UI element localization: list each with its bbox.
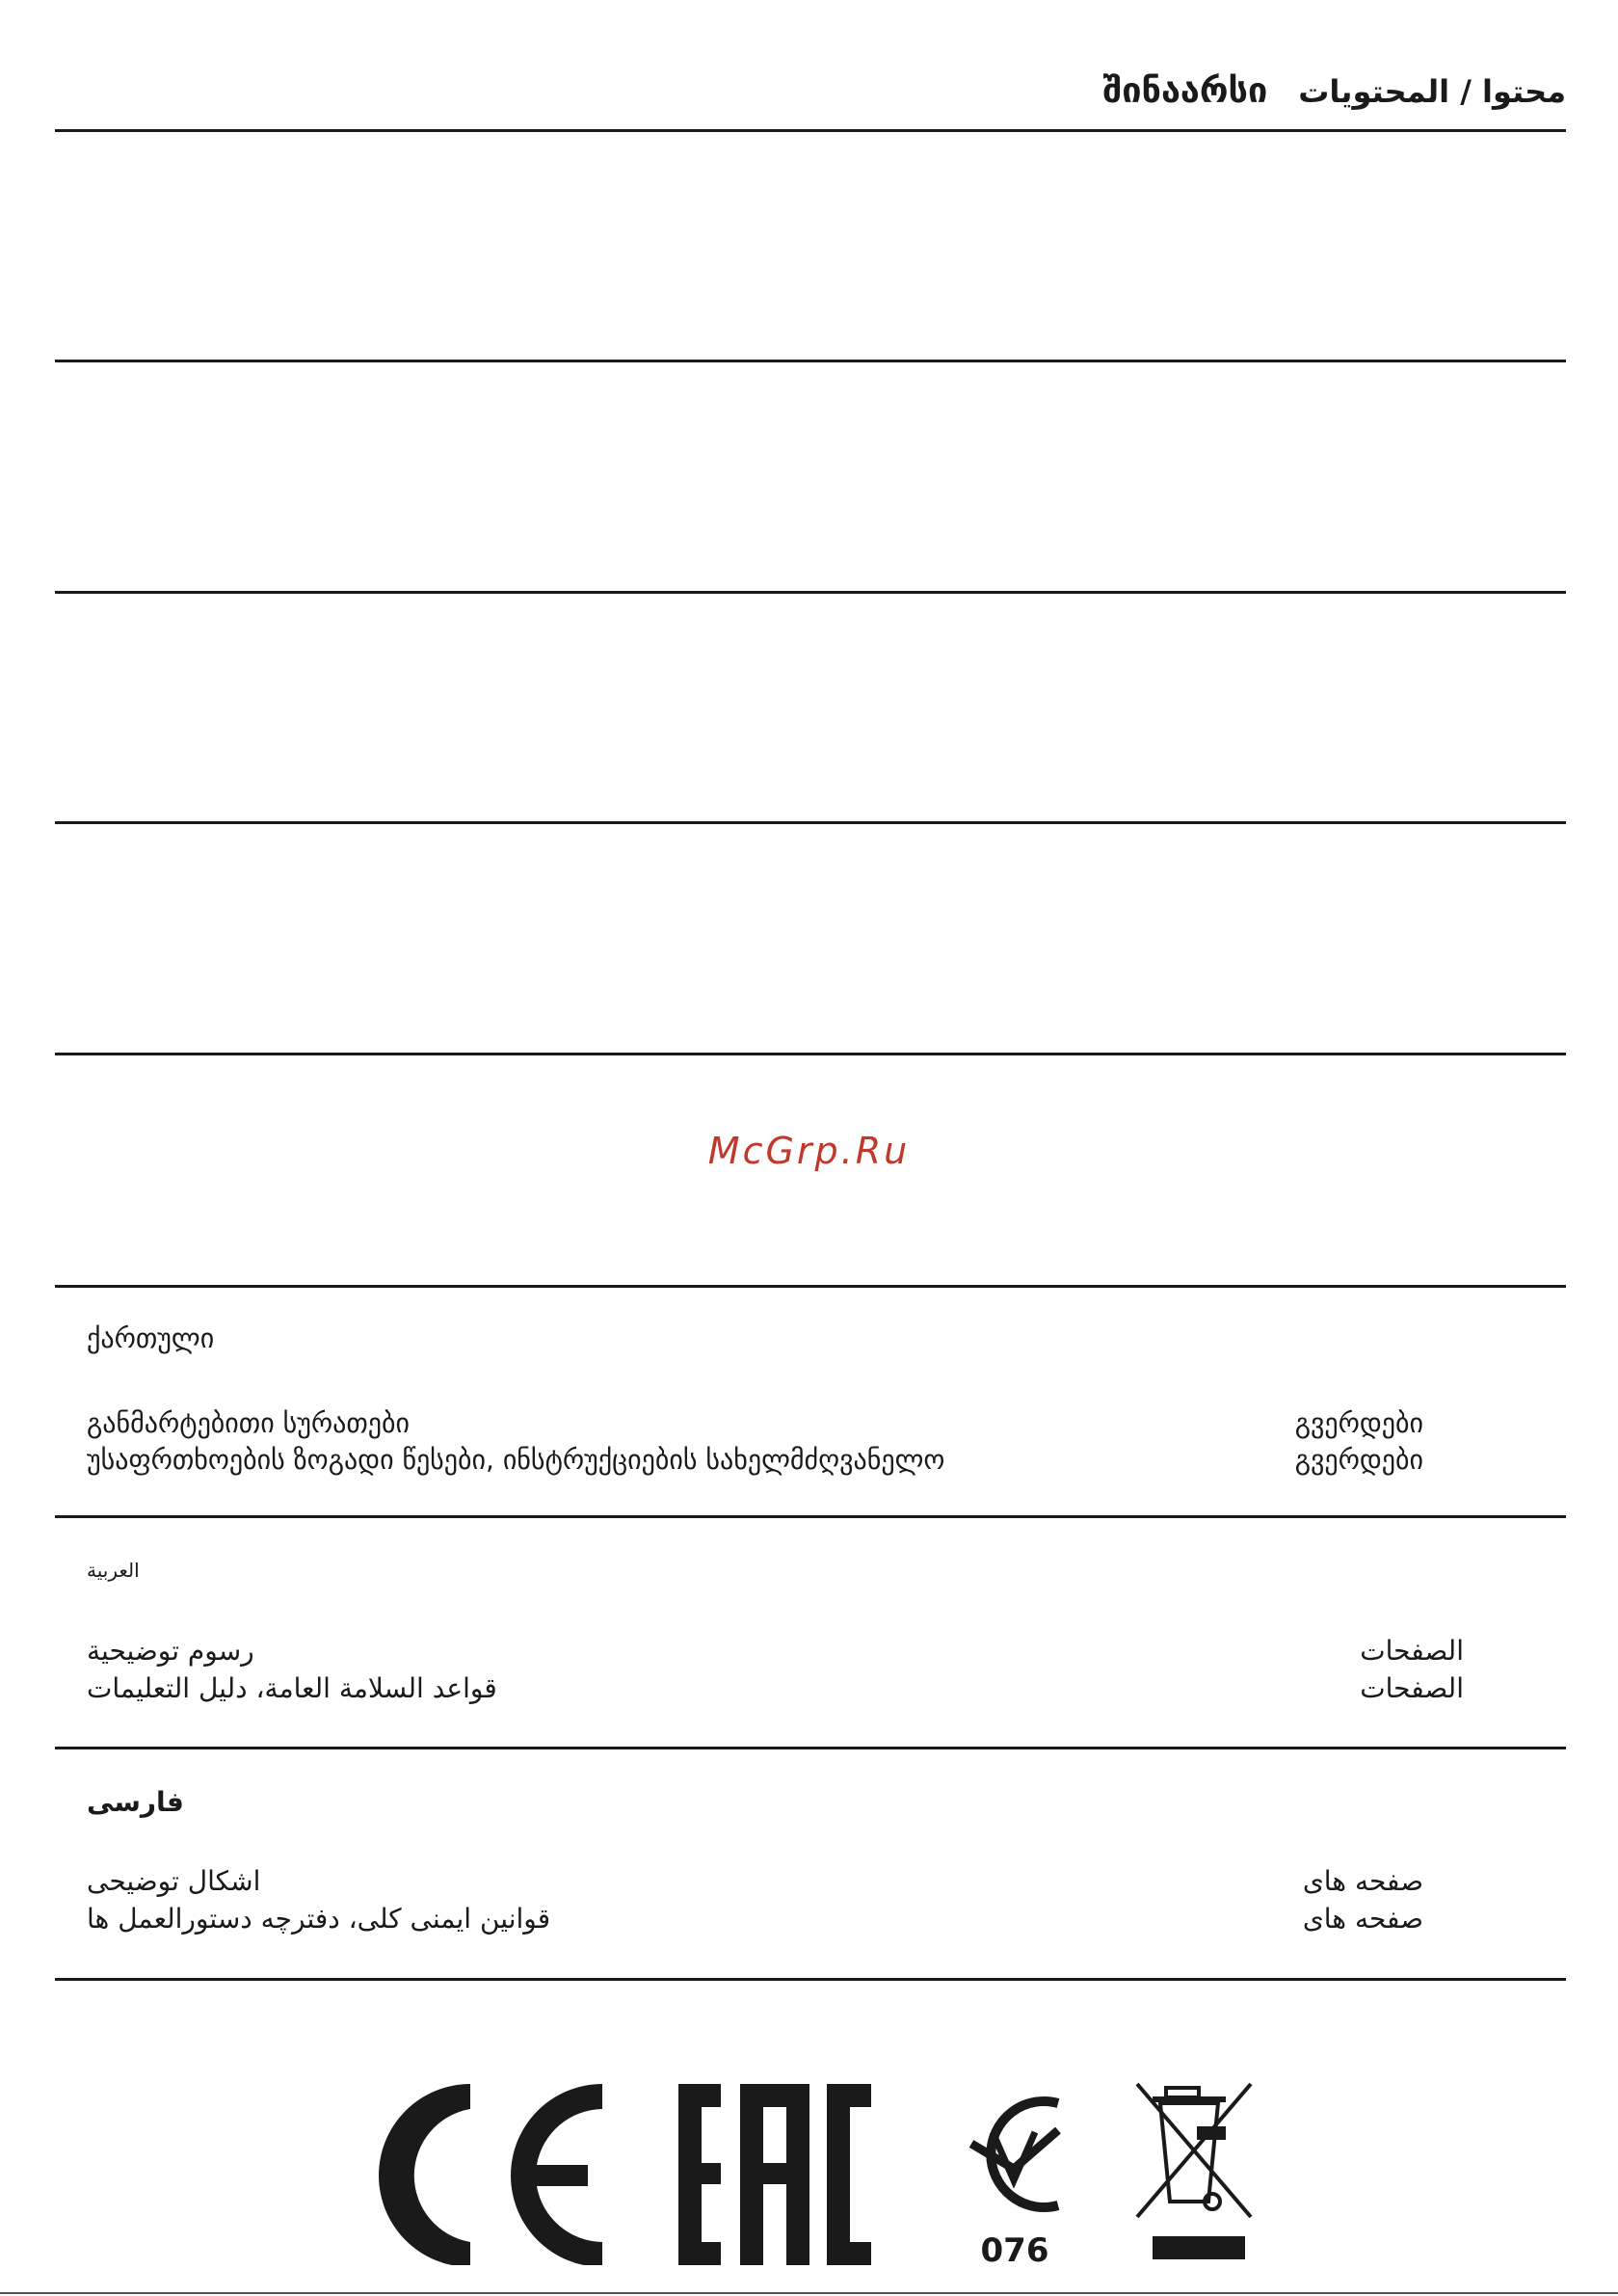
toc-entry-label: رسوم توضيحية [87, 1635, 254, 1667]
certification-marks [0, 2072, 1618, 2265]
page-bottom-border [0, 2292, 1618, 2294]
toc-entry-pages: صفحه های [1302, 1903, 1423, 1935]
toc-entry-pages: გვერდები [1294, 1444, 1423, 1476]
section-divider [55, 1285, 1566, 1288]
section-divider [55, 821, 1566, 824]
page-title [1102, 71, 1566, 111]
ukr-code: 076 [980, 2231, 1049, 2265]
section-divider [55, 1053, 1566, 1055]
section-title-persian: فارسی [87, 1786, 184, 1818]
ce-mark-icon [379, 2084, 602, 2265]
toc-entry-label: უსაფრთხოების ზოგადი წესები, ინსტრუქციების სახელმძღვანელო [87, 1444, 945, 1476]
title-arabic-persian [1298, 73, 1566, 110]
watermark: McGrp.Ru [707, 1130, 911, 1172]
certification-marks-svg [0, 2072, 1618, 2265]
weee-bin-icon [1137, 2084, 1251, 2259]
eac-mark-icon [678, 2084, 871, 2265]
toc-entry-pages: صفحه های [1302, 1865, 1423, 1897]
section-divider [55, 1747, 1566, 1749]
toc-entry-label: განმარტებითი სურათები [87, 1407, 410, 1439]
title-georgian: შინაარსი [1102, 71, 1268, 111]
title-persian: محتوا [1482, 73, 1566, 110]
toc-entry-label: اشکال توضیحی [87, 1865, 261, 1897]
section-divider [55, 360, 1566, 362]
toc-entry-pages: الصفحات [1360, 1635, 1464, 1667]
ukrsepro-mark-icon [971, 2101, 1058, 2265]
toc-entry-label: قوانین ایمنی کلی، دفترچه دستورالعمل ها [87, 1903, 551, 1935]
title-arabic: المحتويات [1298, 73, 1450, 110]
section-divider [55, 1515, 1566, 1518]
toc-entry-pages: გვერდები [1294, 1407, 1423, 1439]
toc-entry-pages: الصفحات [1360, 1672, 1464, 1704]
section-title-arabic: العربية [87, 1559, 140, 1582]
title-separator: / [1460, 73, 1472, 110]
header-divider [55, 129, 1566, 132]
section-divider [55, 1978, 1566, 1981]
toc-entry-label: قواعد السلامة العامة، دليل التعليمات [87, 1672, 497, 1704]
section-title-georgian: ქართული [87, 1322, 215, 1354]
section-divider [55, 591, 1566, 594]
